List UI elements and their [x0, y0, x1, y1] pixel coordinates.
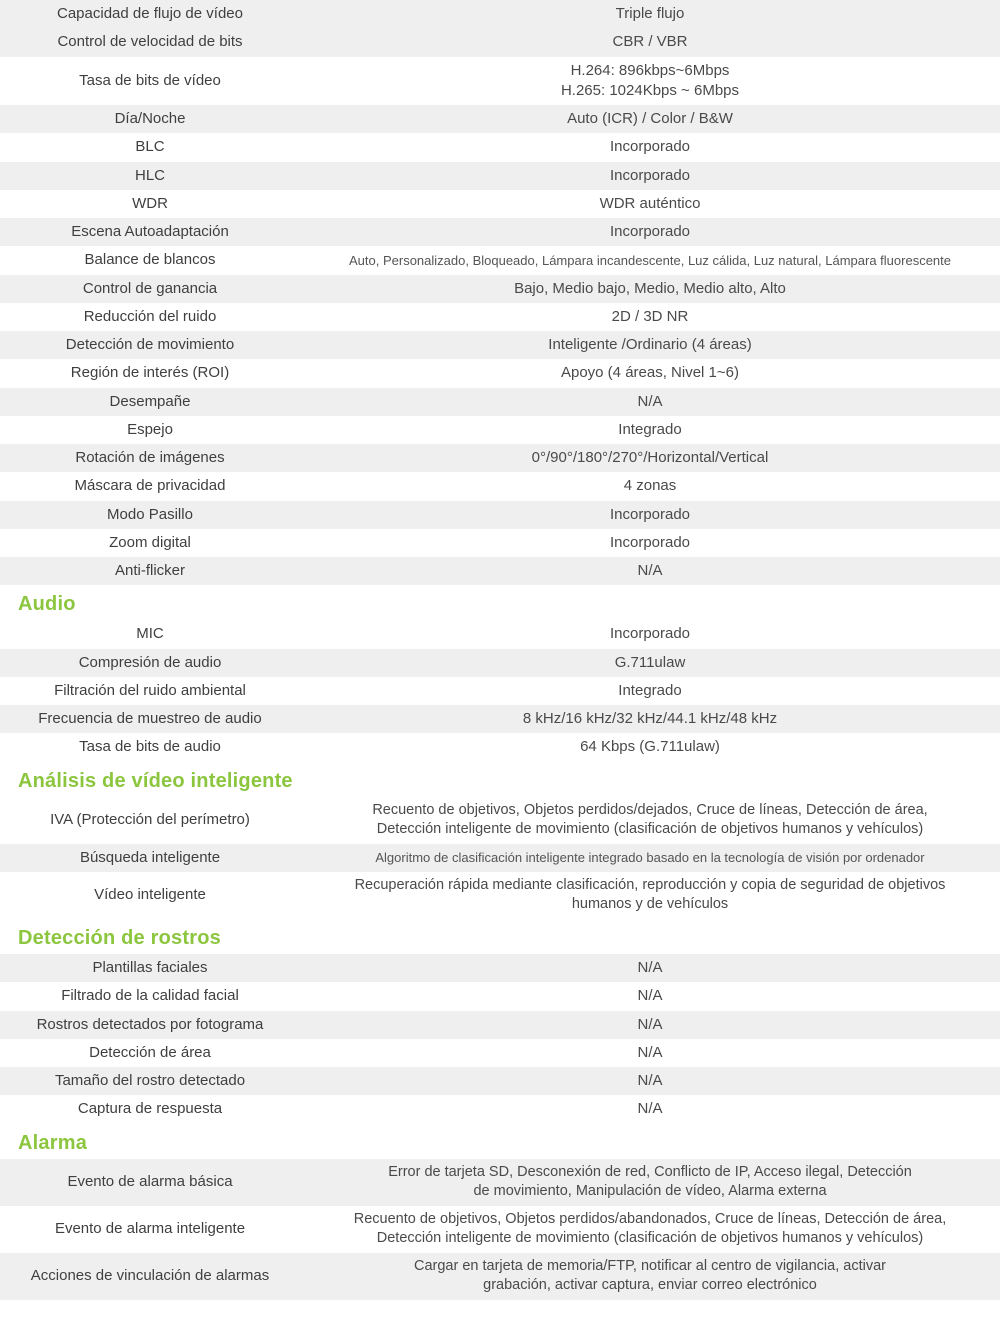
spec-value-line: Triple flujo: [615, 5, 685, 22]
spec-value-line: H.265: 1024Kbps ~ 6Mbps: [560, 81, 740, 99]
spec-value: [300, 705, 1000, 733]
spec-value: [300, 1011, 1000, 1039]
spec-value: [300, 388, 1000, 416]
spec-label: Zoom digital: [109, 533, 191, 551]
spec-value-line: Incorporado: [609, 138, 691, 156]
table-row: [0, 472, 1000, 500]
spec-value-line: de movimiento, Manipulación de vídeo, Alarma externa: [473, 1183, 827, 1200]
table-row: [0, 844, 1000, 872]
spec-label: MIC: [136, 625, 164, 643]
table-row: [0, 190, 1000, 218]
spec-value-line: Incorporado: [609, 223, 691, 240]
spec-value-line: N/A: [637, 1100, 663, 1118]
table-row: [0, 1011, 1000, 1039]
table-row: [0, 557, 1000, 585]
spec-label: Rotación de imágenes: [0, 444, 300, 472]
spec-value: [300, 416, 1000, 444]
spec-label: BLC: [135, 138, 165, 156]
table-row: [0, 982, 1000, 1010]
spec-label: Plantillas faciales: [0, 954, 300, 982]
table-row: [0, 28, 1000, 56]
spec-value-line: N/A: [637, 959, 663, 976]
spec-label: Máscara de privacidad: [74, 477, 226, 495]
spec-value: [300, 218, 1000, 246]
spec-value: [300, 105, 1000, 133]
spec-value-line: 8 kHz/16 kHz/32 kHz/44.1 kHz/48 kHz: [522, 710, 778, 727]
spec-value: [300, 1095, 1000, 1123]
spec-value-line: Incorporado: [609, 505, 691, 523]
spec-value: [300, 162, 1000, 190]
table-row: [0, 303, 1000, 331]
spec-value-line: Detección inteligente de movimiento (clasificación de objetivos humanos y vehículos): [376, 821, 924, 838]
table-row: [0, 705, 1000, 733]
spec-value-line: Apoyo (4 áreas, Nivel 1~6): [560, 364, 739, 382]
spec-value-line: N/A: [637, 1043, 663, 1061]
table-row: [0, 733, 1000, 761]
spec-label: Tamaño del rostro detectado: [0, 1067, 300, 1095]
table-row: [0, 797, 1000, 844]
spec-value-line: Inteligente /Ordinario (4 áreas): [548, 336, 752, 353]
spec-value-line: Incorporado: [609, 625, 691, 643]
spec-value-line: 4 zonas: [623, 477, 677, 495]
spec-label: Tasa de bits de audio: [79, 738, 221, 756]
section-title: Análisis de vídeo inteligente: [18, 769, 293, 792]
spec-value-line: 0°/90°/180°/270°/Horizontal/Vertical: [531, 449, 769, 466]
spec-value-line: Bajo, Medio bajo, Medio, Medio alto, Alto: [514, 279, 786, 297]
spec-label: Desempañe: [0, 388, 300, 416]
spec-value-line: N/A: [637, 562, 663, 579]
spec-value-line: Integrado: [618, 420, 682, 438]
spec-label: Evento de alarma básica: [0, 1159, 300, 1206]
spec-value-line: Error de tarjeta SD, Desconexión de red, Conflicto de IP, Acceso ilegal, Detección: [388, 1163, 912, 1180]
spec-label: Rostros detectados por fotograma: [0, 1011, 300, 1039]
spec-label: Control de velocidad de bits: [0, 28, 300, 56]
table-row: [0, 677, 1000, 705]
spec-value-line: 64 Kbps (G.711ulaw): [580, 738, 720, 756]
spec-value: [300, 303, 1000, 331]
spec-value: [300, 472, 1000, 500]
spec-value: [300, 246, 1000, 274]
spec-value-line: 2D / 3D NR: [611, 307, 689, 325]
spec-label: Región de interés (ROI): [70, 364, 230, 382]
spec-value: [300, 557, 1000, 585]
table-row: [0, 218, 1000, 246]
spec-value-line: Integrado: [618, 681, 682, 699]
table-row: [0, 649, 1000, 677]
spec-label: Búsqueda inteligente: [0, 844, 300, 872]
spec-label: Frecuencia de muestreo de audio: [0, 705, 300, 733]
section-header-row: [0, 762, 1000, 797]
spec-label: Escena Autoadaptación: [0, 218, 300, 246]
table-row: [0, 872, 1000, 919]
table-row: [0, 1095, 1000, 1123]
spec-label: Acciones de vinculación de alarmas: [0, 1253, 300, 1300]
spec-value-line: humanos y de vehículos: [571, 896, 729, 913]
spec-value: [300, 501, 1000, 529]
spec-value: [300, 0, 1000, 28]
spec-value-line: N/A: [637, 1015, 663, 1033]
spec-value-line: Recuperación rápida mediante clasificación, reproducción y copia de seguridad de objetivos: [354, 876, 946, 893]
spec-value: [300, 1253, 1000, 1300]
table-row: [0, 388, 1000, 416]
spec-label: Capacidad de flujo de vídeo: [0, 0, 300, 28]
spec-value: [300, 529, 1000, 557]
section-header-row: [0, 919, 1000, 954]
spec-value-line: Detección inteligente de movimiento (clasificación de objetivos humanos y vehículos): [376, 1230, 924, 1247]
spec-value: [300, 133, 1000, 161]
table-row: [0, 620, 1000, 648]
spec-value: [300, 844, 1000, 872]
spec-label: Captura de respuesta: [77, 1100, 223, 1118]
table-row: [0, 275, 1000, 303]
spec-value: [300, 954, 1000, 982]
spec-value-line: Recuento de objetivos, Objetos perdidos/abandonados, Cruce de líneas, Detección de área,: [353, 1210, 947, 1227]
section-title: Alarma: [18, 1131, 88, 1154]
spec-value-line: Auto (ICR) / Color / B&W: [567, 110, 733, 127]
table-row: [0, 359, 1000, 387]
spec-label: Filtrado de la calidad facial: [61, 987, 239, 1005]
spec-value: [300, 733, 1000, 761]
table-row: [0, 1253, 1000, 1300]
spec-label: Espejo: [127, 420, 173, 438]
spec-value-line: H.264: 896kbps~6Mbps: [570, 61, 730, 79]
table-row: [0, 1206, 1000, 1253]
spec-label: Detección de movimiento: [0, 331, 300, 359]
spec-value-line: G.711ulaw: [614, 653, 686, 671]
spec-label: Filtración del ruido ambiental: [54, 681, 246, 699]
spec-label: IVA (Protección del perímetro): [50, 810, 250, 828]
table-row: [0, 0, 1000, 28]
spec-value: [300, 982, 1000, 1010]
spec-label: Anti-flicker: [0, 557, 300, 585]
spec-value-line: Auto, Personalizado, Bloqueado, Lámpara incandescente, Luz cálida, Luz natural, Lámpara fluorescente: [349, 252, 951, 268]
table-row: [0, 331, 1000, 359]
table-row: [0, 1159, 1000, 1206]
spec-value-line: N/A: [637, 987, 663, 1005]
spec-label: WDR: [132, 194, 168, 212]
spec-value-line: CBR / VBR: [612, 33, 688, 51]
table-row: [0, 954, 1000, 982]
table-row: [0, 1039, 1000, 1067]
spec-value: [300, 28, 1000, 56]
table-row: [0, 246, 1000, 274]
spec-label: Control de ganancia: [0, 275, 300, 303]
table-row: [0, 162, 1000, 190]
spec-value-line: Algoritmo de clasificación inteligente integrado basado en la tecnología de visión por ordenador: [375, 849, 925, 865]
spec-value-line: Recuento de objetivos, Objetos perdidos/dejados, Cruce de líneas, Detección de área,: [372, 801, 928, 818]
spec-value: [300, 444, 1000, 472]
section-title: Detección de rostros: [18, 927, 221, 949]
spec-value-line: WDR auténtico: [599, 194, 701, 212]
spec-value: [300, 677, 1000, 705]
spec-value-line: grabación, activar captura, enviar correo electrónico: [483, 1277, 817, 1294]
table-row: [0, 444, 1000, 472]
section-title: Audio: [18, 593, 76, 616]
spec-value-line: N/A: [637, 1072, 663, 1089]
spec-label: Evento de alarma inteligente: [54, 1220, 246, 1238]
spec-value-line: Incorporado: [609, 533, 691, 551]
table-row: [0, 133, 1000, 161]
spec-value: [300, 57, 1000, 106]
spec-value-line: N/A: [637, 392, 663, 410]
spec-value: [300, 331, 1000, 359]
spec-value: [300, 872, 1000, 919]
spec-value: [300, 797, 1000, 844]
spec-label: Detección de área: [89, 1043, 211, 1061]
table-row: [0, 529, 1000, 557]
table-row: [0, 57, 1000, 106]
spec-label: HLC: [0, 162, 300, 190]
section-header-row: [0, 1124, 1000, 1159]
spec-value: [300, 1039, 1000, 1067]
table-row: [0, 105, 1000, 133]
spec-value: [300, 275, 1000, 303]
spec-value: [300, 1159, 1000, 1206]
spec-value: [300, 190, 1000, 218]
spec-label: Tasa de bits de vídeo: [79, 71, 221, 89]
table-row: [0, 1067, 1000, 1095]
section-header-row: [0, 585, 1000, 620]
spec-label: Balance de blancos: [84, 251, 216, 269]
spec-value: [300, 1067, 1000, 1095]
spec-label: Reducción del ruido: [83, 307, 217, 325]
spec-value-line: Cargar en tarjeta de memoria/FTP, notificar al centro de vigilancia, activar: [413, 1257, 886, 1274]
spec-label: Compresión de audio: [0, 649, 300, 677]
spec-label: Modo Pasillo: [0, 501, 300, 529]
spec-label: Día/Noche: [0, 105, 300, 133]
spec-value-line: Incorporado: [609, 166, 691, 184]
spec-value: [300, 620, 1000, 648]
table-row: [0, 501, 1000, 529]
spec-value: [300, 1206, 1000, 1253]
spec-value: [300, 649, 1000, 677]
spec-value: [300, 359, 1000, 387]
table-row: [0, 416, 1000, 444]
spec-label: Vídeo inteligente: [94, 886, 206, 904]
